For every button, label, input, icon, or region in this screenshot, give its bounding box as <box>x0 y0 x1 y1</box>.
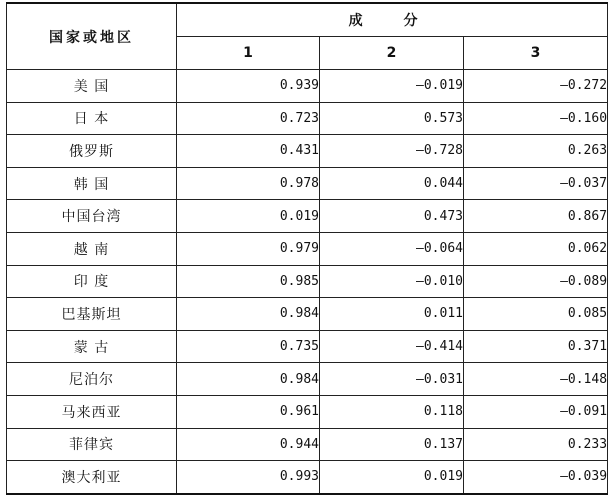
country-name: 日 本 <box>7 102 177 135</box>
component-2-value: —0.414 <box>320 330 464 363</box>
country-name: 菲律宾 <box>7 428 177 461</box>
component-1-value: 0.961 <box>177 395 320 428</box>
table-row <box>7 363 608 396</box>
header-row-top <box>7 3 608 37</box>
component-2-value: —0.064 <box>320 232 464 265</box>
component-2-value: —0.031 <box>320 363 464 396</box>
table-row <box>7 102 608 135</box>
component-2-value: 0.019 <box>320 461 464 494</box>
component-2-value: 0.044 <box>320 167 464 200</box>
component-group-header: 成 分 <box>177 3 608 37</box>
component-2-value: 0.573 <box>320 102 464 135</box>
component-3-value: —0.039 <box>464 461 608 494</box>
country-name: 美 国 <box>7 70 177 103</box>
table-body <box>7 70 608 494</box>
component-3-value: —0.272 <box>464 70 608 103</box>
component-3-value: 0.371 <box>464 330 608 363</box>
component-2-value: 0.011 <box>320 298 464 331</box>
country-name: 尼泊尔 <box>7 363 177 396</box>
component-3-value: —0.089 <box>464 265 608 298</box>
table-row <box>7 461 608 494</box>
table-row <box>7 395 608 428</box>
table-row <box>7 135 608 168</box>
component-3-value: —0.037 <box>464 167 608 200</box>
component-1-value: 0.019 <box>177 200 320 233</box>
table-row <box>7 200 608 233</box>
component-3-value: 0.062 <box>464 232 608 265</box>
table-row <box>7 330 608 363</box>
country-name: 巴基斯坦 <box>7 298 177 331</box>
component-1-value: 0.985 <box>177 265 320 298</box>
country-name: 俄罗斯 <box>7 135 177 168</box>
table-row <box>7 70 608 103</box>
component-matrix <box>6 2 608 495</box>
table-row <box>7 298 608 331</box>
country-name: 马来西亚 <box>7 395 177 428</box>
component-1-value: 0.944 <box>177 428 320 461</box>
component-2-value: —0.728 <box>320 135 464 168</box>
component-2-value: 0.473 <box>320 200 464 233</box>
table-row <box>7 232 608 265</box>
component-1-value: 0.984 <box>177 298 320 331</box>
component-3-value: —0.148 <box>464 363 608 396</box>
component-3-value: —0.160 <box>464 102 608 135</box>
component-3-value: 0.233 <box>464 428 608 461</box>
country-name: 印 度 <box>7 265 177 298</box>
table-row <box>7 265 608 298</box>
country-name: 中国台湾 <box>7 200 177 233</box>
component-table <box>6 2 608 495</box>
table-row <box>7 428 608 461</box>
component-1-value: 0.431 <box>177 135 320 168</box>
component-1-value: 0.723 <box>177 102 320 135</box>
column-header-2: 2 <box>320 37 464 70</box>
component-3-value: —0.091 <box>464 395 608 428</box>
country-name: 澳大利亚 <box>7 461 177 494</box>
country-column-header: 国家或地区 <box>7 3 177 70</box>
component-2-value: 0.137 <box>320 428 464 461</box>
table-row <box>7 167 608 200</box>
column-header-3: 3 <box>464 37 608 70</box>
component-1-value: 0.984 <box>177 363 320 396</box>
component-1-value: 0.979 <box>177 232 320 265</box>
component-1-value: 0.978 <box>177 167 320 200</box>
component-3-value: 0.085 <box>464 298 608 331</box>
table-header <box>7 3 608 70</box>
component-1-value: 0.735 <box>177 330 320 363</box>
component-2-value: 0.118 <box>320 395 464 428</box>
component-1-value: 0.939 <box>177 70 320 103</box>
country-name: 越 南 <box>7 232 177 265</box>
component-1-value: 0.993 <box>177 461 320 494</box>
component-3-value: 0.263 <box>464 135 608 168</box>
component-3-value: 0.867 <box>464 200 608 233</box>
column-header-1: 1 <box>177 37 320 70</box>
country-name: 韩 国 <box>7 167 177 200</box>
component-2-value: —0.019 <box>320 70 464 103</box>
country-name: 蒙 古 <box>7 330 177 363</box>
component-2-value: —0.010 <box>320 265 464 298</box>
